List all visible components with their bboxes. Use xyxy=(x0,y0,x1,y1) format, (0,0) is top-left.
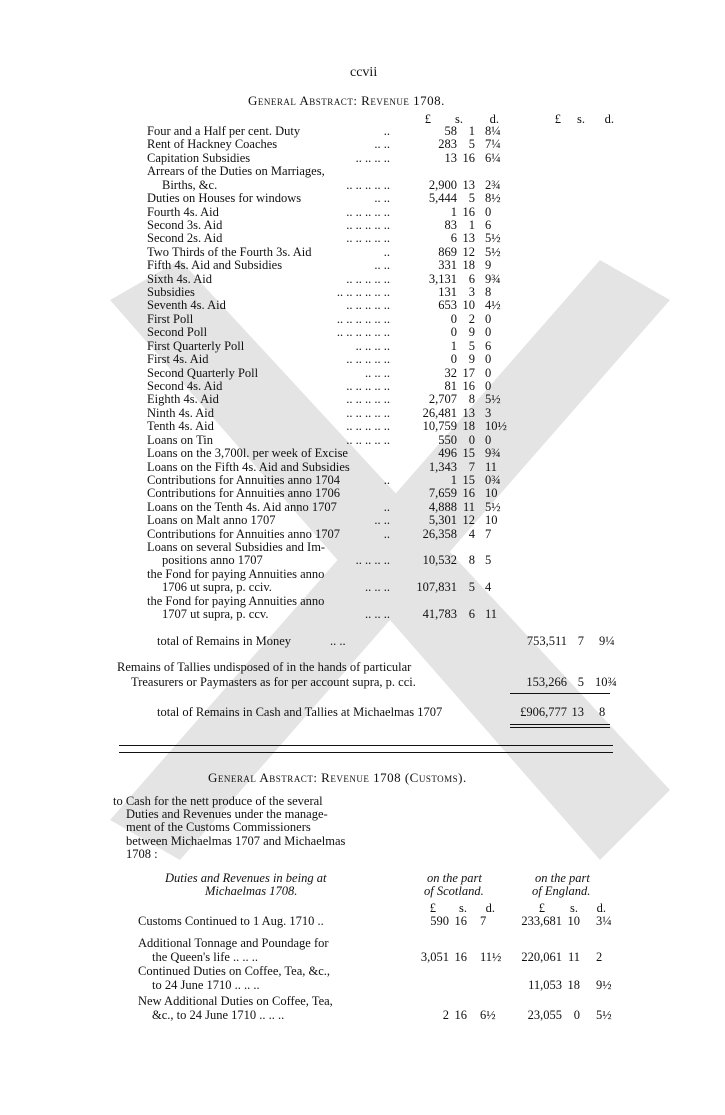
total-rule-bottom-1 xyxy=(510,724,610,725)
revenue-row-shillings: 1 xyxy=(468,217,475,232)
revenue-row-pounds: 10,759 xyxy=(422,419,457,434)
revenue-row-pence: 11 xyxy=(485,607,498,622)
revenue-row-leader: .. xyxy=(383,499,390,514)
revenue-row-pence: 6¼ xyxy=(485,150,501,165)
customs-intro-line: to Cash for the nett produce of the several xyxy=(113,794,323,808)
revenue-row-pounds: 81 xyxy=(444,378,457,393)
revenue-row-pence: 0 xyxy=(485,325,492,340)
revenue-row-pounds: 283 xyxy=(438,137,457,152)
total-money-shillings: 7 xyxy=(577,634,584,648)
revenue-row-label: positions anno 1707 xyxy=(162,553,263,568)
revenue-row-label: Second 4s. Aid xyxy=(147,378,223,393)
customs-row-label: New Additional Duties on Coffee, Tea, xyxy=(138,994,333,1008)
revenue-row-leader: .. .. .. .. .. xyxy=(346,419,390,434)
total-money-pounds: 753,511 xyxy=(526,634,567,648)
revenue-row-leader: .. .. .. .. .. xyxy=(346,177,390,192)
revenue-row-label: Loans on the 3,700l. per week of Excise xyxy=(147,446,348,461)
customs-row-eng-pence: 2 xyxy=(596,949,603,964)
revenue-row-shillings: 13 xyxy=(462,405,475,420)
total-money-leader: .. .. xyxy=(330,634,346,648)
revenue-row-shillings: 7 xyxy=(468,459,475,474)
revenue-row-leader: .. .. xyxy=(374,258,390,273)
revenue-row-label: Loans on the Fifth 4s. Aid and Subsidies xyxy=(147,459,350,474)
customs-row-scot-pence: 11½ xyxy=(480,949,502,964)
revenue-row-leader: .. .. .. .. .. .. xyxy=(336,285,390,300)
revenue-row-pounds: 0 xyxy=(450,325,457,340)
customs-col-pounds-scot: £ xyxy=(429,901,436,915)
revenue-row-shillings: 8 xyxy=(468,553,475,568)
revenue-row-label: Tenth 4s. Aid xyxy=(147,419,214,434)
revenue-row-shillings: 18 xyxy=(462,258,475,273)
revenue-row-shillings: 13 xyxy=(462,231,475,246)
revenue-row-leader: .. .. .. xyxy=(365,607,390,622)
col-header-shillings: s. xyxy=(455,112,463,126)
customs-row-eng-pence: 9½ xyxy=(596,977,612,992)
customs-intro-line: ment of the Customs Commissioners xyxy=(126,820,311,835)
revenue-row-label: Fourth 4s. Aid xyxy=(147,204,219,219)
customs-col-pence-eng: d. xyxy=(596,901,606,915)
revenue-row-shillings: 16 xyxy=(462,204,475,219)
revenue-row-label: Fifth 4s. Aid and Subsidies xyxy=(147,258,283,273)
revenue-row-pounds: 41,783 xyxy=(422,607,457,622)
revenue-row-label: First 4s. Aid xyxy=(147,352,209,367)
customs-row-scot-pounds: 2 xyxy=(442,1007,449,1022)
revenue-row-pence: 0 xyxy=(485,311,492,326)
col-header-pounds: £ xyxy=(424,112,431,126)
revenue-row-label: Loans on several Subsidies and Im- xyxy=(147,540,326,555)
total-cash-shillings: 13 xyxy=(571,705,584,719)
customs-row-label: Additional Tonnage and Poundage for xyxy=(138,936,329,950)
customs-row-label: &c., to 24 June 1710 .. .. .. xyxy=(152,1007,285,1022)
customs-col-shillings-eng: s. xyxy=(570,901,578,915)
revenue-row-pence: 0 xyxy=(485,352,492,367)
revenue-row-shillings: 16 xyxy=(462,486,475,501)
customs-intro-line: Duties and Revenues under the manage- xyxy=(126,807,328,822)
revenue-row-shillings: 5 xyxy=(468,580,475,595)
customs-col-pounds-eng: £ xyxy=(538,901,545,915)
revenue-row-pounds: 0 xyxy=(450,311,457,326)
revenue-row-pounds: 1 xyxy=(450,204,457,219)
customs-row-label: Continued Duties on Coffee, Tea, &c., xyxy=(138,964,331,978)
revenue-row-label: Second 3s. Aid xyxy=(147,217,223,232)
revenue-row-pence: 0 xyxy=(485,378,492,393)
customs-row-label: the Queen's life .. .. .. xyxy=(152,949,259,964)
customs-row-eng-shillings: 11 xyxy=(567,949,580,964)
revenue-row-pence: 5 xyxy=(485,553,492,568)
col-header-pounds-2: £ xyxy=(554,112,561,126)
revenue-row-shillings: 15 xyxy=(462,472,475,487)
tallies-line-1: Remains of Tallies undisposed of in the hands of particular xyxy=(117,660,412,674)
revenue-row-label: Eighth 4s. Aid xyxy=(147,392,219,407)
revenue-row-leader: .. .. .. .. .. xyxy=(346,432,390,447)
revenue-row-pence: 8 xyxy=(485,285,492,300)
customs-row-label: Customs Continued to 1 Aug. 1710 .. xyxy=(138,914,324,928)
total-money-pence: 9¼ xyxy=(599,634,615,648)
revenue-row-pounds: 5,444 xyxy=(428,191,457,206)
revenue-row-leader: .. .. .. .. .. xyxy=(346,298,390,313)
revenue-row-shillings: 15 xyxy=(462,446,475,461)
revenue-row-pence: 9¾ xyxy=(485,271,501,286)
revenue-row-leader: .. xyxy=(383,526,390,541)
revenue-row-pence: 5½ xyxy=(485,392,501,407)
revenue-row-shillings: 1 xyxy=(468,124,475,138)
revenue-row-leader: .. .. .. .. .. xyxy=(346,271,390,286)
revenue-row-pounds: 1 xyxy=(450,338,457,353)
revenue-row-label: Second Quarterly Poll xyxy=(147,365,259,380)
revenue-row-pence: 6 xyxy=(485,217,492,232)
revenue-row-label: First Quarterly Poll xyxy=(147,338,245,353)
revenue-title: General Abstract: Revenue 1708. xyxy=(248,93,445,108)
revenue-row-label: Capitation Subsidies xyxy=(147,150,251,165)
revenue-row-label: Ninth 4s. Aid xyxy=(147,405,215,420)
revenue-row-pounds: 550 xyxy=(438,432,457,447)
total-cash-pence: 8 xyxy=(599,705,606,719)
revenue-row-leader: .. xyxy=(383,244,390,259)
revenue-row-label: Arrears of the Duties on Marriages, xyxy=(147,164,325,179)
revenue-row-shillings: 2 xyxy=(468,311,475,326)
customs-header-label-2: Michaelmas 1708. xyxy=(205,884,298,898)
customs-row-eng-pence: 3¼ xyxy=(596,914,612,928)
revenue-row-pounds: 2,900 xyxy=(428,177,457,192)
customs-intro-line: between Michaelmas 1707 and Michaelmas xyxy=(126,833,346,848)
revenue-row-leader: .. .. .. .. .. xyxy=(346,392,390,407)
rule-double-bottom xyxy=(119,752,613,753)
revenue-row-label: Second 2s. Aid xyxy=(147,231,223,246)
revenue-row-pounds: 653 xyxy=(438,298,457,313)
revenue-row-pence: 6 xyxy=(485,338,492,353)
revenue-row-shillings: 11 xyxy=(462,499,475,514)
customs-row-eng-shillings: 18 xyxy=(567,977,580,992)
revenue-row-pence: 10½ xyxy=(485,419,507,434)
total-rule-top xyxy=(510,693,610,694)
revenue-row-pounds: 5,301 xyxy=(428,513,457,528)
revenue-row-pence: 9 xyxy=(485,258,492,273)
revenue-row-shillings: 5 xyxy=(468,338,475,353)
customs-col-shillings-scot: s. xyxy=(459,901,467,915)
tallies-pence: 10¾ xyxy=(595,675,617,689)
revenue-row-leader: .. .. .. .. xyxy=(355,553,390,568)
tallies-shillings: 5 xyxy=(577,675,584,689)
revenue-row-pence: 0 xyxy=(485,204,492,219)
revenue-row-leader: .. xyxy=(383,124,390,138)
customs-row-eng-pence: 5½ xyxy=(596,1007,612,1022)
customs-row-scot-pounds: 590 xyxy=(430,914,449,928)
revenue-row-leader: .. .. xyxy=(374,513,390,528)
customs-row-eng-pounds: 23,055 xyxy=(527,1007,562,1022)
col-header-pence-2: d. xyxy=(604,112,614,126)
revenue-row-pence: 7 xyxy=(485,526,492,541)
revenue-row-leader: .. .. .. .. .. xyxy=(346,217,390,232)
revenue-row-pence: 0¾ xyxy=(485,472,501,487)
revenue-row-pence: 5½ xyxy=(485,499,501,514)
revenue-row-pence: 0 xyxy=(485,365,492,380)
customs-header-scotland-1: on the part xyxy=(427,871,482,885)
revenue-row-shillings: 8 xyxy=(468,392,475,407)
revenue-row-pence: 10 xyxy=(485,513,498,528)
revenue-row-pounds: 2,707 xyxy=(428,392,457,407)
customs-row-eng-pounds: 233,681 xyxy=(521,914,562,928)
page-number: ccvii xyxy=(350,65,378,80)
revenue-row-shillings: 9 xyxy=(468,325,475,340)
revenue-row-pounds: 58 xyxy=(444,124,457,138)
rule-double-top xyxy=(119,745,613,746)
customs-row-scot-pence: 7 xyxy=(480,914,487,928)
customs-row-eng-pounds: 220,061 xyxy=(521,949,562,964)
revenue-row-shillings: 5 xyxy=(468,137,475,152)
revenue-row-leader: .. .. .. .. .. xyxy=(346,405,390,420)
tallies-pounds: 153,266 xyxy=(526,675,567,689)
tallies-line-2: Treasurers or Paymasters as for per account supra, p. cci. xyxy=(131,675,416,689)
revenue-row-label: Rent of Hackney Coaches xyxy=(147,137,278,152)
revenue-row-pence: 8¼ xyxy=(485,124,501,138)
revenue-row-pounds: 0 xyxy=(450,352,457,367)
revenue-row-shillings: 16 xyxy=(462,150,475,165)
revenue-row-pence: 2¾ xyxy=(485,177,501,192)
revenue-row-pounds: 331 xyxy=(438,258,457,273)
revenue-row-leader: .. .. .. .. .. .. xyxy=(336,311,390,326)
revenue-row-pounds: 6 xyxy=(450,231,457,246)
revenue-row-label: Contributions for Annuities anno 1707 xyxy=(147,526,341,541)
revenue-row-label: the Fond for paying Annuities anno xyxy=(147,593,325,608)
revenue-row-shillings: 6 xyxy=(468,271,475,286)
revenue-row-label: Subsidies xyxy=(147,285,195,300)
revenue-row-label: Second Poll xyxy=(147,325,208,340)
revenue-row-leader: .. .. xyxy=(374,191,390,206)
revenue-row-leader: .. xyxy=(383,472,390,487)
customs-row-scot-pence: 6½ xyxy=(480,1007,496,1022)
col-header-shillings-2: s. xyxy=(577,112,585,126)
revenue-row-pounds: 26,358 xyxy=(422,526,457,541)
revenue-row-label: Duties on Houses for windows xyxy=(147,191,302,206)
revenue-row-label: Loans on Malt anno 1707 xyxy=(147,513,276,528)
total-cash-pounds: £906,777 xyxy=(520,705,567,719)
revenue-row-pounds: 83 xyxy=(444,217,457,232)
revenue-row-leader: .. .. xyxy=(374,137,390,152)
customs-header-scotland-2: of Scotland. xyxy=(424,884,484,898)
customs-row-eng-shillings: 0 xyxy=(573,1007,580,1022)
revenue-row-label: Contributions for Annuities anno 1704 xyxy=(147,472,341,487)
revenue-row-label: Seventh 4s. Aid xyxy=(147,298,226,313)
revenue-row-shillings: 12 xyxy=(462,244,475,259)
revenue-row-pence: 8½ xyxy=(485,191,501,206)
revenue-row-shillings: 10 xyxy=(462,298,475,313)
customs-header-england-1: on the part xyxy=(535,871,590,885)
revenue-row-shillings: 0 xyxy=(468,432,475,447)
revenue-row-leader: .. .. .. xyxy=(365,580,390,595)
revenue-row-shillings: 13 xyxy=(462,177,475,192)
col-header-pence: d. xyxy=(489,112,499,126)
customs-intro-line: 1708 : xyxy=(126,846,158,861)
revenue-row-pounds: 1,343 xyxy=(428,459,457,474)
revenue-row-label: Two Thirds of the Fourth 3s. Aid xyxy=(147,244,312,259)
revenue-row-label: 1707 ut supra, p. ccv. xyxy=(162,607,269,622)
revenue-row-pounds: 1 xyxy=(450,472,457,487)
revenue-row-pence: 5½ xyxy=(485,231,501,246)
customs-row-eng-pounds: 11,053 xyxy=(528,977,562,992)
revenue-row-pence: 11 xyxy=(485,459,498,474)
revenue-row-shillings: 17 xyxy=(462,365,475,380)
total-cash-label: total of Remains in Cash and Tallies at Michaelmas 1707 xyxy=(157,705,443,719)
revenue-row-leader: .. .. .. .. .. xyxy=(346,352,390,367)
revenue-row-pence: 3 xyxy=(485,405,492,420)
revenue-row-pence: 0 xyxy=(485,432,492,447)
revenue-row-shillings: 3 xyxy=(468,285,475,300)
customs-header-label-1: Duties and Revenues in being at xyxy=(165,871,327,885)
customs-row-label: to 24 June 1710 .. .. .. xyxy=(152,977,260,992)
customs-row-eng-shillings: 10 xyxy=(567,914,580,928)
revenue-row-shillings: 9 xyxy=(468,352,475,367)
revenue-row-label: Four and a Half per cent. Duty xyxy=(147,124,301,138)
revenue-row-shillings: 12 xyxy=(462,513,475,528)
revenue-row-label: First Poll xyxy=(147,311,194,326)
customs-row-scot-shillings: 16 xyxy=(454,949,467,964)
revenue-row-shillings: 6 xyxy=(468,607,475,622)
revenue-row-label: 1706 ut supra, p. cciv. xyxy=(162,580,272,595)
total-rule-bottom-2 xyxy=(510,727,610,728)
revenue-row-pounds: 32 xyxy=(444,365,457,380)
revenue-row-label: the Fond for paying Annuities anno xyxy=(147,566,325,581)
customs-row-scot-shillings: 16 xyxy=(454,1007,467,1022)
revenue-row-leader: .. .. .. .. xyxy=(355,338,390,353)
revenue-row-pounds: 10,532 xyxy=(422,553,457,568)
revenue-row-label: Births, &c. xyxy=(162,177,218,192)
revenue-row-leader: .. .. .. .. .. xyxy=(346,378,390,393)
customs-row-scot-pounds: 3,051 xyxy=(420,949,449,964)
revenue-row-pounds: 107,831 xyxy=(416,580,457,595)
revenue-row-label: Loans on Tin xyxy=(147,432,213,447)
revenue-row-pounds: 7,659 xyxy=(428,486,457,501)
revenue-row-pounds: 13 xyxy=(444,150,457,165)
revenue-row-leader: .. .. .. .. .. xyxy=(346,231,390,246)
revenue-row-shillings: 16 xyxy=(462,378,475,393)
revenue-row-leader: .. .. .. xyxy=(365,365,390,380)
revenue-row-pence: 9¾ xyxy=(485,446,501,461)
customs-header-england-2: of England. xyxy=(532,884,591,898)
revenue-row-pence: 10 xyxy=(485,486,498,501)
revenue-row-pounds: 4,888 xyxy=(428,499,457,514)
revenue-row-leader: .. .. .. .. .. .. xyxy=(336,325,390,340)
total-money-label: total of Remains in Money xyxy=(157,634,292,648)
revenue-row-pence: 7¼ xyxy=(485,137,501,152)
revenue-row-pounds: 26,481 xyxy=(422,405,457,420)
revenue-row-shillings: 4 xyxy=(468,526,475,541)
revenue-row-pounds: 496 xyxy=(438,446,457,461)
revenue-row-leader: .. .. .. .. xyxy=(355,150,390,165)
revenue-row-shillings: 18 xyxy=(462,419,475,434)
revenue-row-label: Contributions for Annuities anno 1706 xyxy=(147,486,341,501)
revenue-row-label: Loans on the Tenth 4s. Aid anno 1707 xyxy=(147,499,337,514)
revenue-row-leader: .. .. .. .. .. xyxy=(346,204,390,219)
revenue-row-pence: 5½ xyxy=(485,244,501,259)
revenue-row-label: Sixth 4s. Aid xyxy=(147,271,212,286)
revenue-row-pounds: 3,131 xyxy=(428,271,457,286)
customs-col-pence-scot: d. xyxy=(485,901,495,915)
customs-title: General Abstract: Revenue 1708 (Customs). xyxy=(208,770,467,785)
customs-row-scot-shillings: 16 xyxy=(454,914,467,928)
revenue-row-shillings: 5 xyxy=(468,191,475,206)
revenue-row-pounds: 131 xyxy=(438,285,457,300)
revenue-row-pounds: 869 xyxy=(438,244,457,259)
revenue-row-pence: 4½ xyxy=(485,298,501,313)
revenue-row-pence: 4 xyxy=(485,580,492,595)
